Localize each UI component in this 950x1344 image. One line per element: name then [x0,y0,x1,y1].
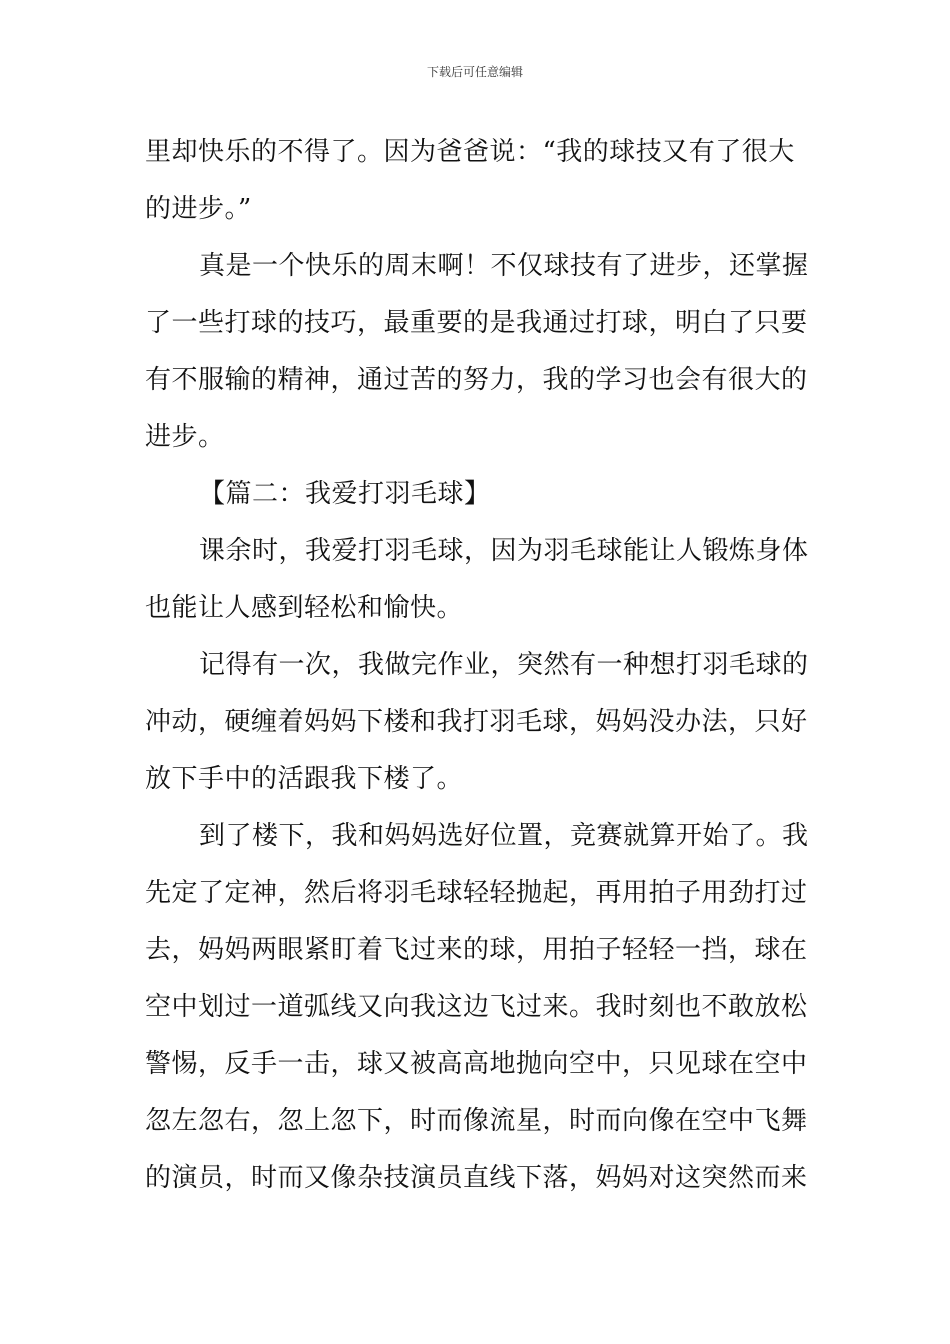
text-line: 去，妈妈两眼紧盯着飞过来的球，用拍子轻轻一挡，球在 [145,935,808,965]
paragraph-start-line: 到了楼下，我和妈妈选好位置，竞赛就算开始了。我 [199,821,809,851]
section-heading: 【篇二：我爱打羽毛球】 [199,479,491,509]
text-line: 里却快乐的不得了。因为爸爸说：“我的球技又有了很大 [145,137,795,167]
text-line: 警惕，反手一击，球又被高高地抛向空中，只见球在空中 [145,1049,808,1079]
paragraph-start-line: 真是一个快乐的周末啊！不仅球技有了进步，还掌握 [199,251,809,281]
text-line: 的进步。” [145,194,252,224]
text-line: 也能让人感到轻松和愉快。 [145,593,464,623]
paragraph-start-line: 记得有一次，我做完作业，突然有一种想打羽毛球的 [199,650,809,680]
text-line: 空中划过一道弧线又向我这边飞过来。我时刻也不敢放松 [145,992,808,1022]
text-line: 的演员，时而又像杂技演员直线下落，妈妈对这突然而来 [145,1163,808,1193]
text-line: 忽左忽右，忽上忽下，时而像流星，时而向像在空中飞舞 [145,1106,808,1136]
text-line: 冲动，硬缠着妈妈下楼和我打羽毛球，妈妈没办法，只好 [145,707,808,737]
text-line: 了一些打球的技巧，最重要的是我通过打球，明白了只要 [145,308,808,338]
text-line: 先定了定神，然后将羽毛球轻轻抛起，再用拍子用劲打过 [145,878,808,908]
page-header: 下载后可任意编辑 [426,65,523,79]
paragraph-start-line: 课余时，我爱打羽毛球，因为羽毛球能让人锻炼身体 [199,536,809,566]
text-line: 进步。 [145,422,225,452]
text-line: 有不服输的精神，通过苦的努力，我的学习也会有很大的 [145,365,808,395]
text-line: 放下手中的活跟我下楼了。 [145,764,464,794]
document-body [145,124,809,1207]
